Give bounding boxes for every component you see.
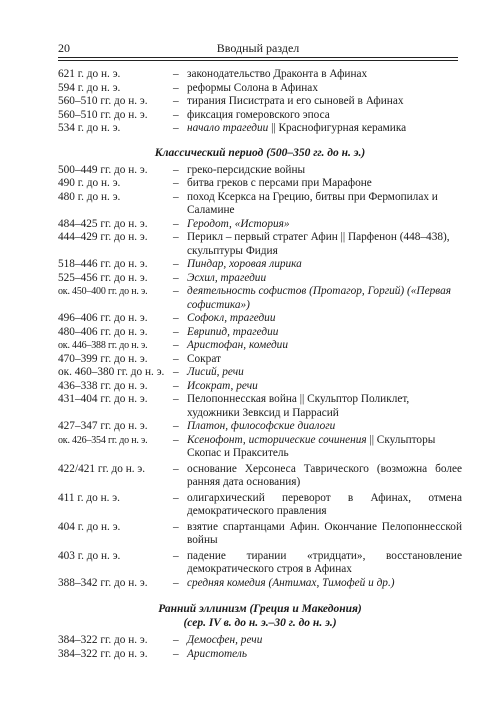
event-text: падение тирании «тридцати», восстановление демократического строя в Афинах	[187, 549, 462, 575]
event-text: взятие спартанцами Афин. Окончание Пелопоннесской войны	[187, 520, 462, 546]
entry-dash: –	[173, 81, 179, 94]
entry-event	[187, 326, 462, 340]
heading-early-hellenism: Ранний эллинизм (Греция и Македония)	[158, 603, 362, 615]
event-text-italic: Эсхил, трагедии	[187, 271, 267, 284]
entry-dash: –	[173, 647, 179, 660]
entry-event	[187, 285, 462, 312]
entry-dash: –	[173, 271, 179, 284]
entry-dash: –	[173, 108, 179, 121]
event-text-italic: Платон, философские диалоги	[187, 420, 336, 432]
timeline-entry	[58, 492, 462, 519]
entry-dash: –	[173, 312, 179, 324]
entry-event	[187, 258, 462, 272]
entry-event	[187, 420, 462, 434]
entry-dash: –	[173, 325, 179, 338]
timeline-entry	[58, 326, 462, 340]
event-text: Сократ	[187, 352, 221, 365]
event-text: тирания Писистрата и его сыновей в Афинах	[187, 95, 404, 107]
heading-early-hellenism-dates: (сер. IV в. до н. э.–30 г. до н. э.)	[183, 617, 337, 629]
entry-dash: –	[173, 258, 179, 270]
entry-dash: –	[173, 491, 179, 504]
entry-date: 594 г. до н. э.	[58, 81, 121, 94]
header-rule-thick	[58, 57, 458, 58]
entry-date: 436–338 гг. до н. э.	[58, 379, 148, 392]
entry-event	[187, 82, 462, 96]
entry-date: 403 г. до н. э.	[58, 549, 121, 562]
timeline-entry	[58, 82, 462, 96]
entry-event	[187, 648, 462, 662]
entry-event	[187, 122, 462, 136]
event-text-italic: Еврипид, трагедии	[187, 325, 279, 338]
entry-event	[187, 492, 462, 519]
event-text-italic: средняя комедия (Антимах, Тимофей и др.)	[187, 576, 395, 589]
timeline-entry	[58, 191, 462, 218]
entry-dash: –	[173, 177, 179, 189]
entry-event	[187, 218, 462, 232]
event-text-italic: Лисий, речи	[187, 366, 244, 378]
entry-event	[187, 164, 462, 178]
event-text: олигархический переворот в Афинах, отмена демократического правления	[187, 491, 462, 517]
timeline-entry	[58, 434, 462, 461]
entry-date: 525–456 гг. до н. э.	[58, 271, 148, 284]
entry-event	[187, 272, 462, 286]
timeline-entry	[58, 463, 462, 490]
entry-dash: –	[173, 520, 179, 533]
entry-dash: –	[173, 379, 179, 392]
entry-event	[187, 339, 462, 353]
event-text: реформы Солона в Афинах	[187, 81, 318, 94]
entry-dash: –	[173, 217, 179, 230]
entry-dash: –	[173, 285, 179, 297]
timeline-entry	[58, 68, 462, 82]
entry-event	[187, 521, 462, 548]
timeline-entry	[58, 231, 462, 258]
event-text: Перикл – первый стратег Афин || Парфенон (448–438), скульптуры Фидия	[187, 231, 450, 257]
event-text-italic: начало трагедии	[187, 122, 269, 134]
header-rule-thin	[58, 60, 458, 61]
timeline-entry	[58, 218, 462, 232]
timeline-entry	[58, 285, 462, 312]
chronology-block-classical	[58, 164, 462, 591]
event-text-italic: Ксенофонт, исторические сочинения	[187, 433, 367, 446]
entry-dash: –	[173, 68, 179, 80]
timeline-entry	[58, 550, 462, 577]
event-text-italic: Геродот, «История»	[187, 217, 290, 230]
entry-date: 480–406 гг. до н. э.	[58, 325, 148, 338]
entry-event	[187, 109, 462, 123]
entry-date: 534 г. до н. э.	[58, 122, 121, 134]
entry-event	[187, 380, 462, 394]
entry-dash: –	[173, 366, 179, 378]
event-text-italic: Пиндар, хоровая лирика	[187, 258, 302, 270]
timeline-entry	[58, 177, 462, 191]
event-text: основание Херсонеса Таврического (возможна более ранняя дата основания)	[187, 462, 462, 488]
event-text-italic: Аристотель	[187, 647, 247, 660]
entry-event	[187, 191, 462, 218]
event-text: законодательство Драконта в Афинах	[187, 68, 368, 80]
chronology-block-hellenism	[58, 634, 462, 661]
entry-date: ок. 450–400 гг. до н. э.	[58, 286, 148, 297]
entry-date: 404 г. до н. э.	[58, 520, 121, 533]
event-text: Пелопоннесская война || Скульптор Поликлет, художники Зевксид и Паррасий	[187, 393, 410, 419]
timeline-entry	[58, 366, 462, 380]
timeline-entry	[58, 312, 462, 326]
entry-event	[187, 177, 462, 191]
entry-dash: –	[173, 576, 179, 589]
timeline-entry	[58, 577, 462, 591]
entry-date: 384–322 гг. до н. э.	[58, 634, 148, 646]
entry-event	[187, 434, 462, 461]
timeline-entry	[58, 95, 462, 109]
entry-dash: –	[173, 433, 179, 446]
entry-date: 422/421 гг. до н. э.	[58, 462, 146, 475]
entry-dash: –	[173, 634, 179, 646]
entry-event	[187, 312, 462, 326]
entry-date: 431–404 гг. до н. э.	[58, 393, 148, 405]
entry-event	[187, 95, 462, 109]
entry-event	[187, 463, 462, 490]
entry-date: 470–399 гг. до н. э.	[58, 352, 148, 365]
entry-date: 427–347 гг. до н. э.	[58, 420, 148, 432]
entry-date: ок. 446–388 гг. до н. э.	[58, 340, 148, 351]
entry-event	[187, 353, 462, 367]
entry-dash: –	[173, 95, 179, 107]
entry-event	[187, 577, 462, 591]
entry-event	[187, 393, 462, 420]
event-text: поход Ксеркса на Грецию, битвы при Фермопилах и Саламине	[187, 190, 438, 216]
entry-date: ок. 460–380 гг. до н. э.	[58, 366, 165, 378]
entry-dash: –	[173, 352, 179, 365]
entry-dash: –	[173, 549, 179, 562]
entry-event	[187, 550, 462, 577]
event-text: фиксация гомеровского эпоса	[187, 108, 330, 121]
chronology	[58, 68, 462, 661]
entry-event	[187, 68, 462, 82]
entry-event	[187, 366, 462, 380]
entry-dash: –	[173, 462, 179, 475]
event-text: || Скульпторы Скопас и Пракситель	[187, 433, 436, 459]
page-number: 20	[58, 41, 70, 55]
entry-date: 480 г. до н. э.	[58, 190, 121, 203]
timeline-entry	[58, 634, 462, 648]
heading-classical-period: Классический период (500–350 гг. до н. э.)	[154, 146, 366, 159]
entry-date: 560–510 гг. до н. э.	[58, 108, 148, 121]
event-text-italic: Исократ, речи	[187, 379, 258, 392]
entry-dash: –	[173, 231, 179, 243]
entry-dash: –	[173, 393, 179, 405]
chronology-block-archaic	[58, 68, 462, 136]
timeline-entry	[58, 420, 462, 434]
timeline-entry	[58, 393, 462, 420]
entry-dash: –	[173, 420, 179, 432]
entry-date: 518–446 гг. до н. э.	[58, 258, 148, 270]
timeline-entry	[58, 122, 462, 136]
entry-date: 388–342 гг. до н. э.	[58, 576, 148, 589]
timeline-entry	[58, 339, 462, 353]
entry-date: 496–406 гг. до н. э.	[58, 312, 148, 324]
timeline-entry	[58, 521, 462, 548]
timeline-entry	[58, 272, 462, 286]
entry-date: 560–510 гг. до н. э.	[58, 95, 148, 107]
event-text: битва греков с персами при Марафоне	[187, 177, 372, 189]
entry-dash: –	[173, 339, 179, 351]
entry-dash: –	[173, 122, 179, 134]
entry-date: 444–429 гг. до н. э.	[58, 231, 148, 243]
timeline-entry	[58, 380, 462, 394]
timeline-entry	[58, 258, 462, 272]
entry-event	[187, 634, 462, 648]
event-text: || Краснофигурная керамика	[268, 122, 407, 134]
entry-date: 484–425 гг. до н. э.	[58, 217, 148, 230]
entry-date: ок. 426–354 гг. до н. э.	[58, 434, 148, 446]
running-header	[58, 40, 458, 56]
entry-dash: –	[173, 190, 179, 203]
entry-date: 490 г. до н. э.	[58, 177, 121, 189]
entry-dash: –	[173, 163, 179, 176]
entry-event	[187, 231, 462, 258]
event-text-italic: Демосфен, речи	[187, 634, 263, 646]
timeline-entry	[58, 648, 462, 662]
entry-date: 384–322 гг. до н. э.	[58, 647, 148, 660]
event-text: греко-персидские войны	[187, 163, 306, 176]
event-text-italic: деятельность софистов (Протагор, Горгий) («Первая софистика»)	[187, 285, 451, 311]
event-text-italic: Софокл, трагедии	[187, 312, 276, 324]
entry-date: 621 г. до н. э.	[58, 68, 121, 80]
event-text-italic: Аристофан, комедии	[187, 339, 288, 351]
entry-date: 500–449 гг. до н. э.	[58, 163, 148, 176]
timeline-entry	[58, 109, 462, 123]
entry-date: 411 г. до н. э.	[58, 491, 120, 504]
section-title: Вводный раздел	[216, 41, 300, 55]
timeline-entry	[58, 353, 462, 367]
timeline-entry	[58, 164, 462, 178]
